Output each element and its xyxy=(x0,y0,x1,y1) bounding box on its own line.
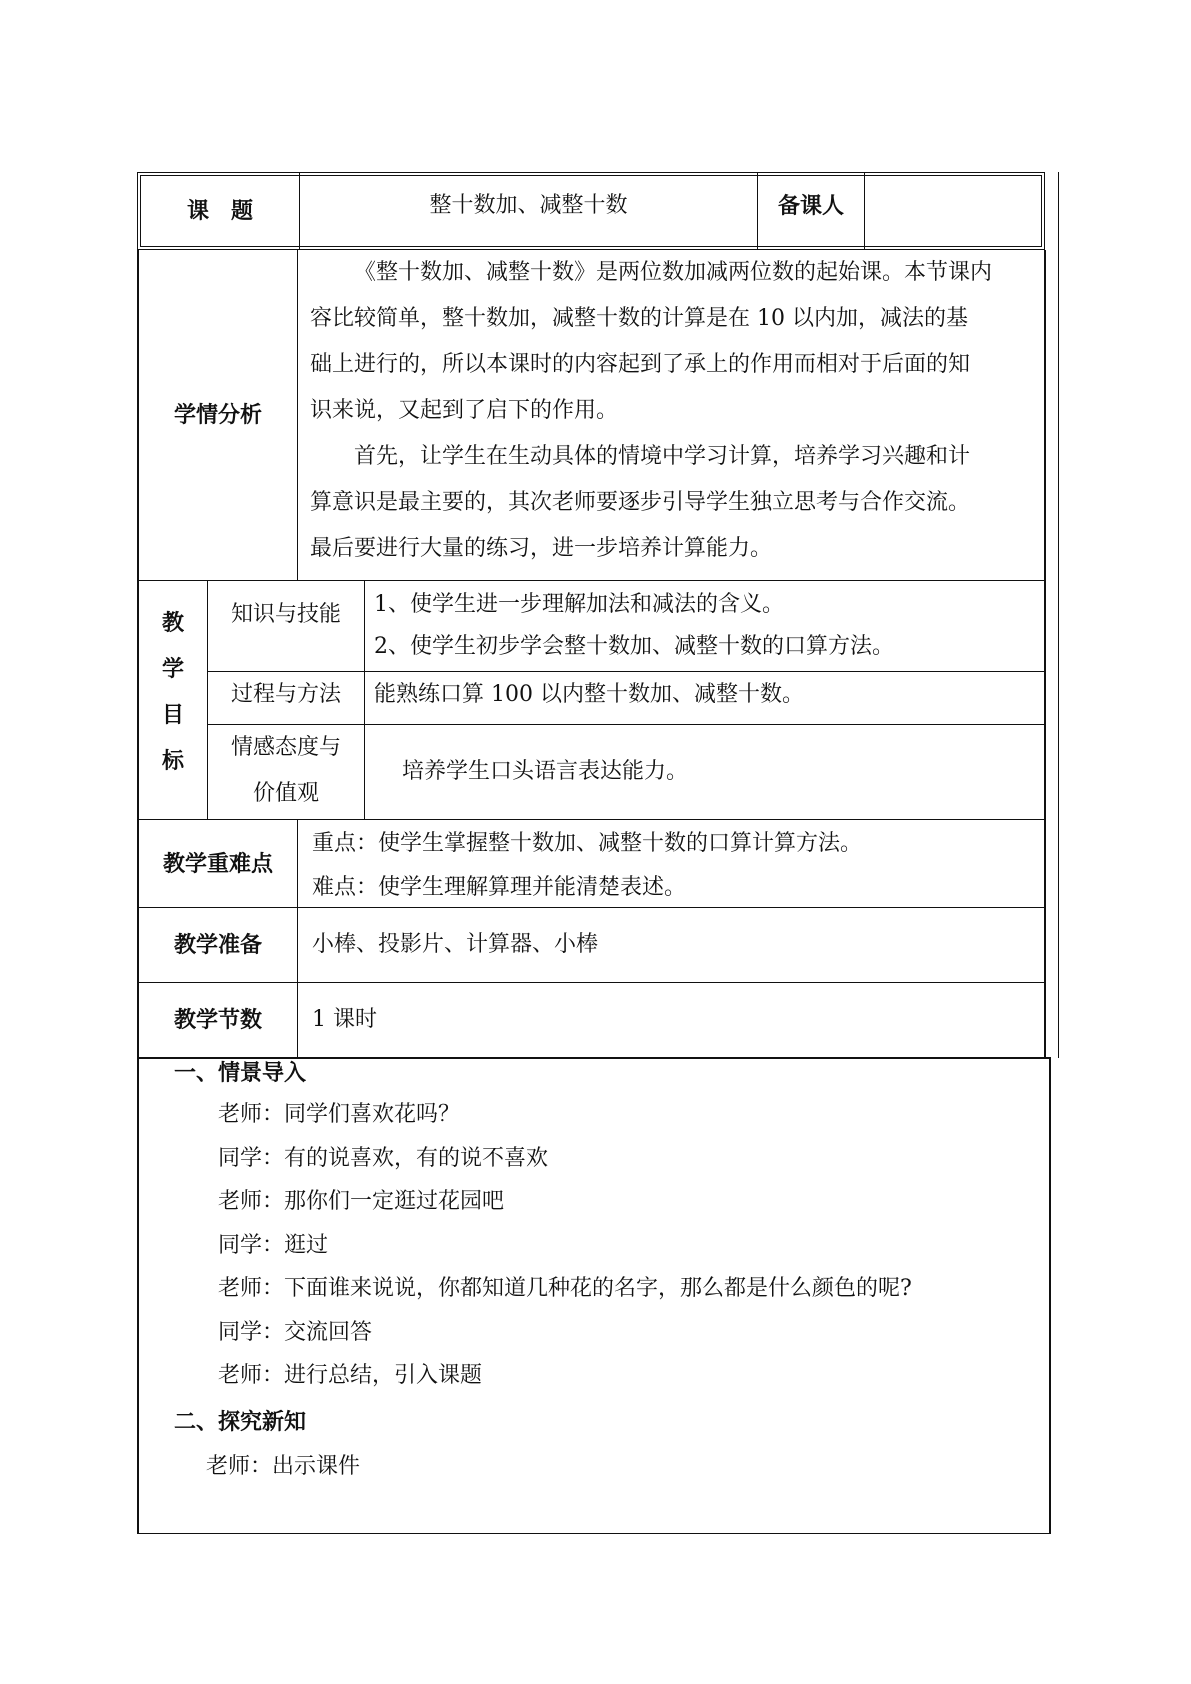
dialogue-line: 同学：有的说喜欢，有的说不喜欢 xyxy=(218,1145,549,1171)
row-divider xyxy=(137,1057,1051,1059)
goals-label-char: 教 xyxy=(161,610,184,636)
bottom-border xyxy=(137,1533,1051,1534)
periods-value: 1 课时 xyxy=(312,1007,377,1032)
topic-label: 课 题 xyxy=(186,198,253,224)
analysis-line: 《整十数加、减整十数》是两位数加减两位数的起始课。本节课内 xyxy=(354,260,993,285)
section2-title: 二、探究新知 xyxy=(174,1409,307,1435)
dialogue-line: 老师：同学们喜欢花吗？ xyxy=(218,1102,461,1127)
col-divider xyxy=(297,250,298,580)
dialogue-line: 老师：那你们一定逛过花园吧 xyxy=(218,1189,505,1214)
analysis-line: 最后要进行大量的练习，进一步培养计算能力。 xyxy=(310,536,773,561)
dialogue-line: 同学：逛过 xyxy=(218,1232,329,1258)
goals-label-char: 目 xyxy=(161,702,184,728)
knowledge-label: 知识与技能 xyxy=(230,602,341,627)
emotion-label-line: 情感态度与 xyxy=(230,735,341,760)
analysis-line: 容比较简单，整十数加，减整十数的计算是在 10 以内加，减法的基 xyxy=(310,306,968,331)
analysis-line: 首先，让学生在生动具体的情境中学习计算，培养学习兴趣和计 xyxy=(354,444,971,469)
analysis-line: 础上进行的，所以本课时的内容起到了承上的作用而相对于后面的知 xyxy=(310,352,971,377)
col-divider xyxy=(297,819,298,1057)
outer-shadow-line xyxy=(1058,172,1059,1058)
knowledge-items xyxy=(374,584,1040,671)
key-points-label: 教学重难点 xyxy=(162,850,273,877)
right-border-lower xyxy=(1049,1058,1051,1534)
key-point-focus: 重点：使学生掌握整十数加、减整十数的口算计算方法。 xyxy=(312,831,863,856)
preparer-value xyxy=(865,176,1041,236)
emotion-label-line: 价值观 xyxy=(252,781,319,806)
topic-value: 整十数加、减整十数 xyxy=(429,193,628,218)
preparation-label: 教学准备 xyxy=(173,932,262,958)
goals-label-char: 学 xyxy=(161,656,184,682)
dialogue xyxy=(218,1093,1038,1423)
goals-label-char: 标 xyxy=(161,748,184,774)
dialogue-line: 老师：下面谁来说说，你都知道几种花的名字，那么都是什么颜色的呢? xyxy=(218,1276,912,1301)
preparer-label: 备课人 xyxy=(777,193,844,219)
section1-title: 一、情景导入 xyxy=(174,1060,307,1086)
analysis-line: 算意识是最主要的，其次老师要逐步引导学生独立思考与合作交流。 xyxy=(310,490,971,515)
preparation-value: 小棒、投影片、计算器、小棒 xyxy=(312,932,599,957)
analysis-label: 学情分析 xyxy=(173,402,262,428)
emotion-value: 培养学生口头语言表达能力。 xyxy=(402,759,689,784)
right-border xyxy=(1044,250,1046,1058)
goals-label xyxy=(139,600,207,800)
key-points-text xyxy=(312,822,1040,907)
knowledge-item: 1、使学生进一步理解加法和减法的含义。 xyxy=(374,592,784,617)
analysis-text xyxy=(310,250,1040,580)
key-point-difficulty: 难点：使学生理解算理并能清楚表述。 xyxy=(312,875,687,900)
dialogue-line: 老师：进行总结，引入课题 xyxy=(218,1363,483,1388)
dialogue-line: 同学：交流回答 xyxy=(218,1319,373,1345)
col-divider xyxy=(364,580,365,819)
process-label: 过程与方法 xyxy=(230,682,341,707)
section2-line: 老师：出示课件 xyxy=(206,1454,361,1479)
periods-label: 教学节数 xyxy=(173,1007,262,1033)
analysis-line: 识来说，又起到了启下的作用。 xyxy=(310,398,619,423)
emotion-label xyxy=(208,725,364,819)
process-value: 能熟练口算 100 以内整十数加、减整十数。 xyxy=(374,682,804,707)
knowledge-item: 2、使学生初步学会整十数加、减整十数的口算方法。 xyxy=(374,634,894,659)
